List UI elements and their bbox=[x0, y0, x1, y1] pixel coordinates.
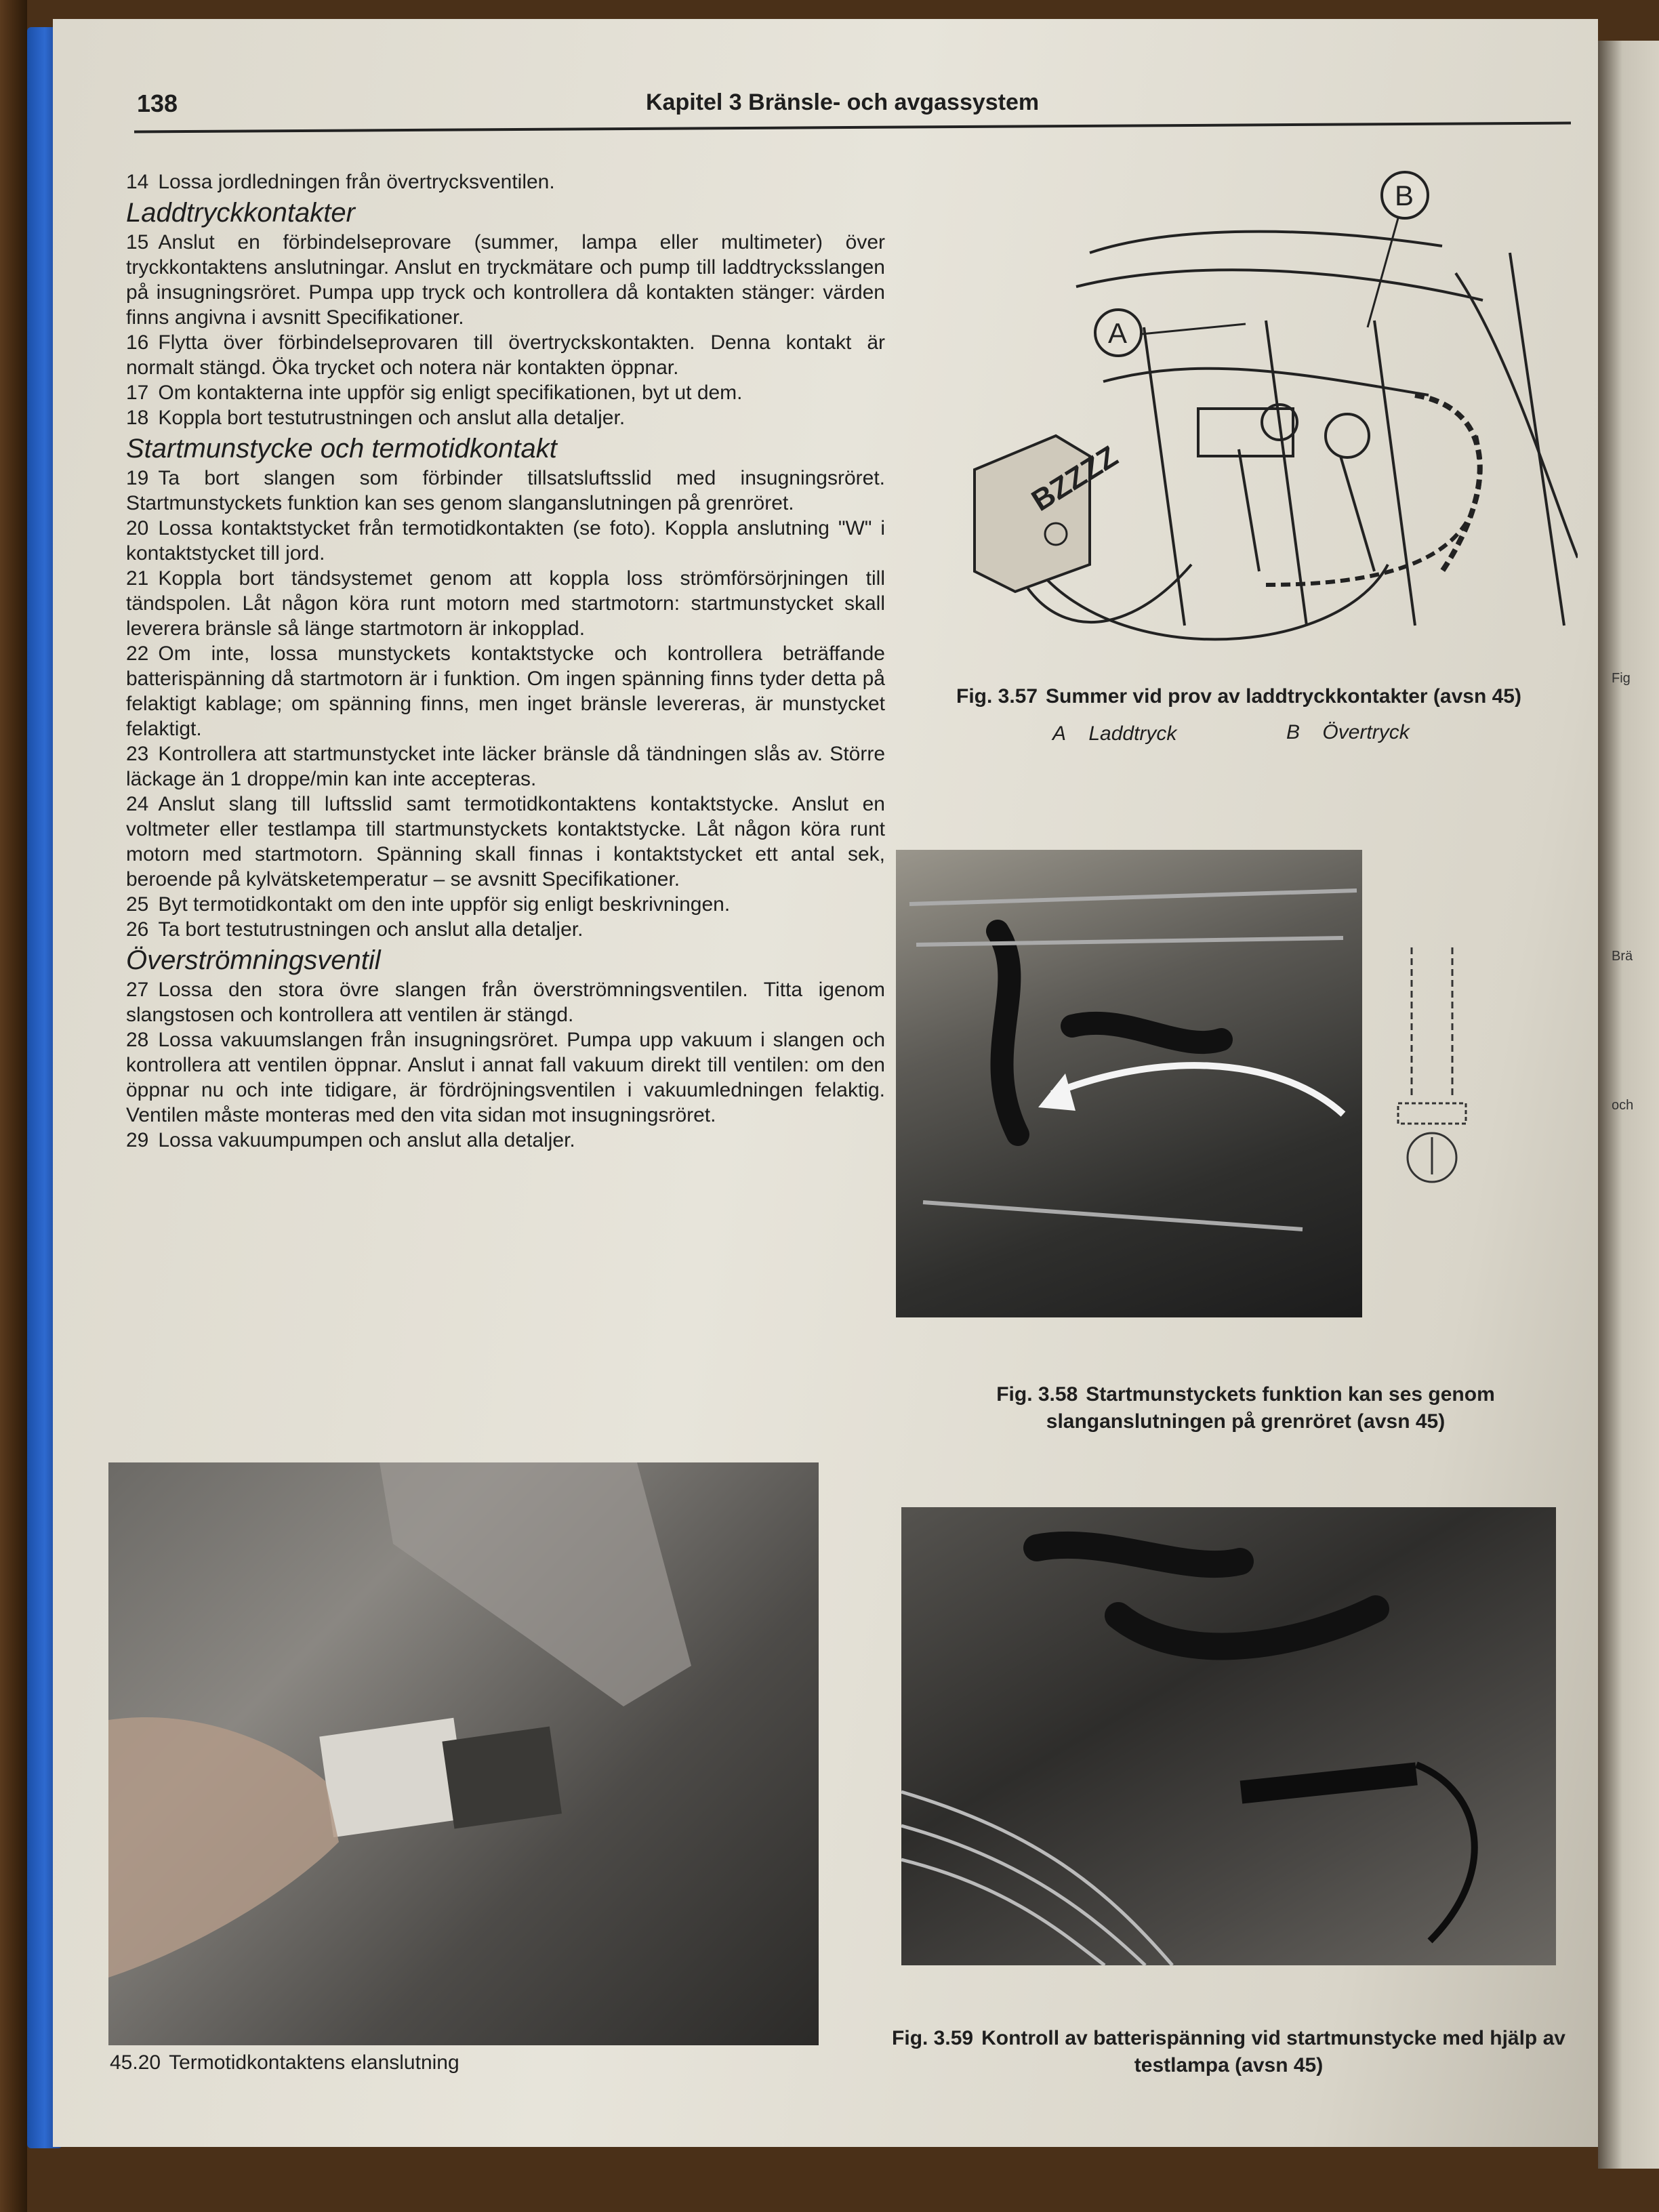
test-lamp bbox=[1240, 1762, 1418, 1803]
legend-key: A bbox=[1052, 722, 1067, 745]
chapter-title: Kapitel 3 Bränsle- och avgassystem bbox=[646, 89, 1040, 115]
paragraph-number: 19 bbox=[126, 467, 149, 489]
next-page-fragment: Fig bbox=[1612, 671, 1631, 686]
paragraph-number: 21 bbox=[126, 567, 149, 590]
paragraph-text: Lossa vakuumpumpen och anslut alla detaljer. bbox=[158, 1129, 575, 1151]
legend-b bbox=[1286, 721, 1410, 744]
paragraph-text: Anslut en förbindelseprovare (summer, lampa eller multimeter) över tryckkontaktens anslutningar. Anslut en tryckmätare och pump till laddtrycksslangen på insugningsröret. Pumpa upp tryck och kontrollera då kontakten stänger: värden finns angivna i avsnitt Specifikationer. bbox=[126, 231, 885, 329]
paragraph-text: Lossa vakuumslangen från insugningsröret. Pumpa upp vakuum i slangen och kontrollera att ventilen öppnar. Anslut i annat fall vakuum direkt till ventilen: om den öppnar nu och inte tidigare, är fördröjningsventilen i vakuumledningen felaktig. Ventilen måste monteras med den vita sidan mot insugningsröret. bbox=[126, 1029, 885, 1126]
fig-3-57-caption bbox=[900, 683, 1578, 710]
header-rule bbox=[134, 122, 1571, 134]
caption-text: Kontroll av batterispänning vid startmunstycke med hjälp av testlampa (avsn 45) bbox=[981, 2027, 1565, 2076]
hand bbox=[108, 1717, 339, 1978]
paragraph bbox=[126, 380, 885, 405]
paragraph-number: 16 bbox=[126, 331, 149, 354]
paragraph-number: 20 bbox=[126, 517, 149, 539]
legend-text: Övertryck bbox=[1322, 721, 1410, 743]
paragraph-text: Om kontakterna inte uppför sig enligt specifikationen, byt ut dem. bbox=[158, 382, 743, 404]
arrow-line bbox=[1052, 1065, 1343, 1114]
manual-page bbox=[53, 19, 1598, 2147]
paragraph bbox=[126, 792, 885, 892]
next-page-edge bbox=[1598, 41, 1659, 2169]
section-heading: Överströmningsventil bbox=[126, 945, 381, 975]
text-column bbox=[126, 169, 885, 1153]
paragraph-number: 15 bbox=[126, 231, 149, 253]
fig-3-59-photo bbox=[901, 1507, 1556, 1965]
paragraph bbox=[126, 1128, 885, 1153]
arrow-head bbox=[1038, 1073, 1076, 1111]
section-heading: Laddtryckkontakter bbox=[126, 198, 355, 228]
caption-text: Startmunstyckets funktion kan ses genom slanganslutningen på grenröret (avsn 45) bbox=[1046, 1383, 1495, 1433]
paragraph bbox=[126, 466, 885, 516]
paragraph-text: Lossa kontaktstycket från termotidkontakten (se foto). Koppla anslutning "W" i kontaktstycket till jord. bbox=[126, 517, 885, 565]
test-lamp-cable bbox=[1416, 1765, 1475, 1941]
caption-label: Fig. 3.59 bbox=[892, 2027, 974, 2049]
caption-text: Termotidkontaktens elanslutning bbox=[169, 2051, 459, 2074]
paragraph bbox=[126, 330, 885, 380]
page-number: 138 bbox=[137, 89, 178, 117]
paragraph-text: Kontrollera att startmunstycket inte läcker bränsle då tändningen slås av. Större läckage än 1 droppe/min kan inte accepteras. bbox=[126, 743, 885, 790]
paragraph-number: 18 bbox=[126, 407, 149, 429]
paragraph-number: 29 bbox=[126, 1129, 149, 1151]
paragraph bbox=[126, 892, 885, 917]
paragraph-number: 23 bbox=[126, 743, 149, 765]
paragraph-text: Koppla bort testutrustningen och anslut alla detaljer. bbox=[158, 407, 626, 429]
caption-label: Fig. 3.58 bbox=[996, 1383, 1078, 1406]
paragraph-text: Ta bort testutrustningen och anslut alla detaljer. bbox=[158, 918, 583, 941]
caption-label: 45.20 bbox=[110, 2051, 161, 2074]
buzz-text: BZZZZ bbox=[1025, 439, 1124, 518]
paragraph bbox=[126, 917, 885, 942]
paragraph-text: Om inte, lossa munstyckets kontaktstycke och kontrollera beträffande batterispänning då startmotorn är i funktion. Om ingen spänning finns tyder detta på felaktigt kablage; om spänning finns, men inget bränsle levereras, är munstycket felaktigt. bbox=[126, 642, 885, 740]
fig-3-57-illustration bbox=[900, 151, 1578, 673]
paragraph-number: 28 bbox=[126, 1029, 149, 1051]
section-heading: Startmunstycke och termotidkontakt bbox=[126, 434, 557, 464]
paragraph-text: Koppla bort tändsystemet genom att koppla loss strömförsörjningen till tändspolen. Låt någon köra runt motorn med startmotorn: startmunstycket skall leverera bränsle så länge startmotorn är inkopplad. bbox=[126, 567, 885, 640]
paragraph bbox=[126, 741, 885, 792]
fig-3-58-caption bbox=[934, 1381, 1557, 1435]
paragraph bbox=[126, 169, 885, 194]
paragraph-text: Byt termotidkontakt om den inte uppför sig enligt beskrivningen. bbox=[158, 893, 731, 916]
paragraph-number: 27 bbox=[126, 979, 149, 1001]
fig-3-58-photo bbox=[896, 850, 1362, 1317]
next-page-fragment: Brä bbox=[1612, 949, 1633, 964]
legend-a bbox=[1052, 722, 1176, 745]
paragraph-number: 17 bbox=[126, 382, 149, 404]
fig-3-58-side-diagram bbox=[1385, 941, 1493, 1198]
paragraph bbox=[126, 230, 885, 330]
paragraph-number: 14 bbox=[126, 171, 149, 193]
caption-label: Fig. 3.57 bbox=[956, 685, 1038, 708]
paragraph-text: Anslut slang till luftsslid samt termotidkontaktens kontaktstycke. Anslut en voltmeter eller testlampa till startmunstyckets kontaktstycke. Låt någon köra runt motorn med startmotorn. Spänning skall finnas i kontaktstycket ett antal sek, beroende på kylvätsketemperatur – se avsnitt Specifikationer. bbox=[126, 793, 885, 890]
label-b: B bbox=[1395, 180, 1414, 211]
paragraph-number: 25 bbox=[126, 893, 149, 916]
paragraph-text: Lossa den stora övre slangen från överströmningsventilen. Titta igenom slangstosen och kontrollera att ventilen är stängd. bbox=[126, 979, 885, 1026]
paragraph bbox=[126, 516, 885, 566]
paragraph-number: 24 bbox=[126, 793, 149, 815]
legend-text: Laddtryck bbox=[1088, 722, 1177, 745]
paragraph bbox=[126, 977, 885, 1027]
next-page-fragment: och bbox=[1612, 1098, 1634, 1113]
paragraph bbox=[126, 405, 885, 430]
photo-45-20-caption bbox=[110, 2049, 459, 2076]
legend-key: B bbox=[1286, 721, 1300, 743]
wooden-table bbox=[0, 0, 27, 2212]
paragraph-text: Lossa jordledningen från övertrycksventilen. bbox=[158, 171, 555, 193]
paragraph bbox=[126, 641, 885, 741]
label-a: A bbox=[1108, 317, 1128, 349]
paragraph-text: Ta bort slangen som förbinder tillsatsluftsslid med insugningsröret. Startmunstyckets funktion kan ses genom slanganslutningen på grenröret. bbox=[126, 467, 885, 514]
paragraph-number: 26 bbox=[126, 918, 149, 941]
paragraph bbox=[126, 566, 885, 641]
photo-45-20 bbox=[108, 1462, 819, 2045]
paragraph-number: 22 bbox=[126, 642, 149, 665]
caption-text: Summer vid prov av laddtryckkontakter (avsn 45) bbox=[1046, 685, 1521, 708]
paragraph bbox=[126, 1027, 885, 1128]
fig-3-59-caption bbox=[886, 2025, 1571, 2079]
paragraph-text: Flytta över förbindelseprovaren till övertryckskontakten. Denna kontakt är normalt stängd. Öka trycket och notera när kontakten öppnar. bbox=[126, 331, 885, 379]
